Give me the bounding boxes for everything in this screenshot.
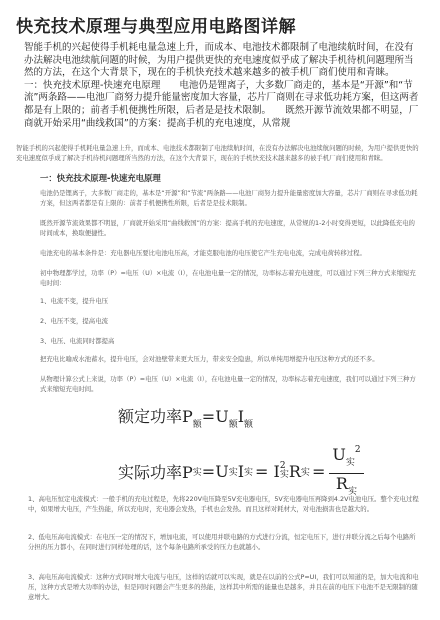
intro-paragraph: 智能手机的兴起使得手机耗电量急速上升，而成本、电池技术都限制了电池续航时间，在没有办法解决电池续航问题的时候，为用户提供更快的充电速度似乎成了解决手机待机问题理所当然的方法，在这个大背景下，现在的手机快充技术越来越多的被手机厂商们使用和青睐。	[16, 144, 419, 162]
formula-subscript: 额	[244, 420, 254, 430]
formula-subscript: 实	[279, 470, 289, 480]
formula-subscript: 实	[347, 487, 357, 497]
formula-actual-power	[118, 440, 364, 502]
formula-text: 额定功率P	[118, 407, 193, 426]
section-heading: 一：快充技术原理-快速充电原理	[40, 173, 161, 183]
formula-text: R	[288, 461, 301, 481]
formula-text: 实际功率P	[118, 462, 193, 482]
fraction-numerator	[329, 440, 363, 474]
formula-text: R	[335, 474, 348, 493]
formula-subscript: 额	[192, 420, 202, 430]
formula-subscript: 实	[345, 458, 355, 468]
body-paragraph: 初中物理都学过，功率（P）=电压（U）×电流（I），在电池电量一定的情况，功率标志着充电速度，可以通过下列三种方式来缩短充电时间：	[40, 269, 416, 287]
formula-text: U	[332, 445, 346, 464]
formula-text: =U	[201, 407, 229, 426]
body-paragraph: 2、低电压高电流模式：在电压一定的情况下，增加电流，可以使用并联电路的方式进行分流，恒定电压下，进行并联分流之后每个电路所分担的压力都小，在同时进行同样处理的话，这个每条电路所承受的压力也就越小。	[28, 533, 416, 551]
body-paragraph: 既然开源节流效果都不明显，厂商就开始采用“曲线救国”的方案：提高手机的充电速度，从常规的1-2小时变得更短，以此降低充电的时间成本，换取便捷性。	[40, 219, 415, 237]
formula-rated-power	[118, 404, 253, 430]
formula-subscript: 实	[192, 467, 202, 478]
document-title: 快充技术原理与典型应用电路图详解	[16, 17, 296, 37]
body-paragraph: 电池仍是锂离子，大多数厂商走的，基本是“开源”和“节流”两条路——电池厂商努力提升能量密度加大容量，芯片厂商则在寻求低功耗方案，但这两者都是有上限的：前者手机便携性所限，后者是是技术限制。	[40, 189, 418, 207]
list-item: 3、电压、电流同时都提高	[40, 337, 115, 345]
summary-paragraph: 智能手机的兴起使得手机耗电量急速上升，而成本、电池技术都限制了电池续航时间，在没有办法解决电池续航问题的时候，为用户提供更快的充电速度似乎成了解决手机待机问题理所当然的方法，在这个大背景下，现在的手机快充技术越来越多的被手机厂商们使用和青睐。 一：快充技术原理-快速充电原理 电池仍是锂离子，大多数厂商走的，基本是“开源”和“节流”两条路——电池厂商努力提升能量密度加大容量，芯片厂商则在寻求低功耗方案，但这两者都是有上限的；前者手机便携性所限，后者是是技术限制。 既然开源节流效果都不明显，厂商就开始采用“曲线救国”的方案：提高手机的充电速度，从常规	[24, 42, 419, 129]
formula-superscript: 2	[279, 461, 286, 471]
formula-equals: =	[311, 461, 326, 481]
body-paragraph: 3、高电压高电流模式：这种方式同时增大电流与电压，这样的话就可以实现，就是在以前的公式P=UI，我们可以知道的是，加大电流和电压，这种方式是增大功率的办法，但是同时问题会产生更多的热能，这样其中所需的能量也是越多，并且在前的电压下电池不是无限制的随意增大。	[28, 573, 419, 601]
formula-text: I	[237, 407, 245, 426]
body-paragraph: 把充电比喻成水池蓄水，提升电压，会对池壁带来更大压力，带来安全隐患，所以单纯用增提升电压这种方式的还不多。	[40, 355, 379, 363]
formula-subscript: 实	[244, 467, 254, 478]
body-paragraph: 1、高电压恒定电流模式：一般手机的充电过程是，先将220V电压降至5V充电器电压，5V充电器电压再降到4.2V电池电压。整个充电过程中，如果增大电压，产生热能，所以充电时，充电器会发热，手机也会发热。而且这样对耗材大，对电池损害也是越大的。	[28, 495, 419, 513]
formula-subscript: 实	[228, 467, 238, 478]
body-paragraph: 电池充电的基本条件是：充电器电压要比电池电压高，才能克服电池的电压使它产生充电电流，完成电荷转移过程。	[40, 249, 366, 257]
formula-script	[280, 462, 289, 480]
body-paragraph: 从物理计算公式上来说，功率（P）=电压（U）×电流（I），在电池电量一定的情况，功率标志着充电速度，我们可以通过下列三种方式来缩短充电时间。	[40, 375, 416, 393]
list-item: 1、电流不变，提升电压	[40, 297, 108, 305]
formula-fraction	[329, 440, 363, 502]
formula-subscript: 额	[228, 420, 238, 430]
formula-superscript: 2	[354, 445, 361, 455]
formula-text: I	[237, 461, 245, 481]
formula-text: =U	[201, 461, 229, 481]
formula-text: = I	[255, 461, 280, 481]
formula-subscript: 实	[300, 467, 310, 478]
list-item: 2、电压不变，提高电流	[40, 317, 108, 325]
